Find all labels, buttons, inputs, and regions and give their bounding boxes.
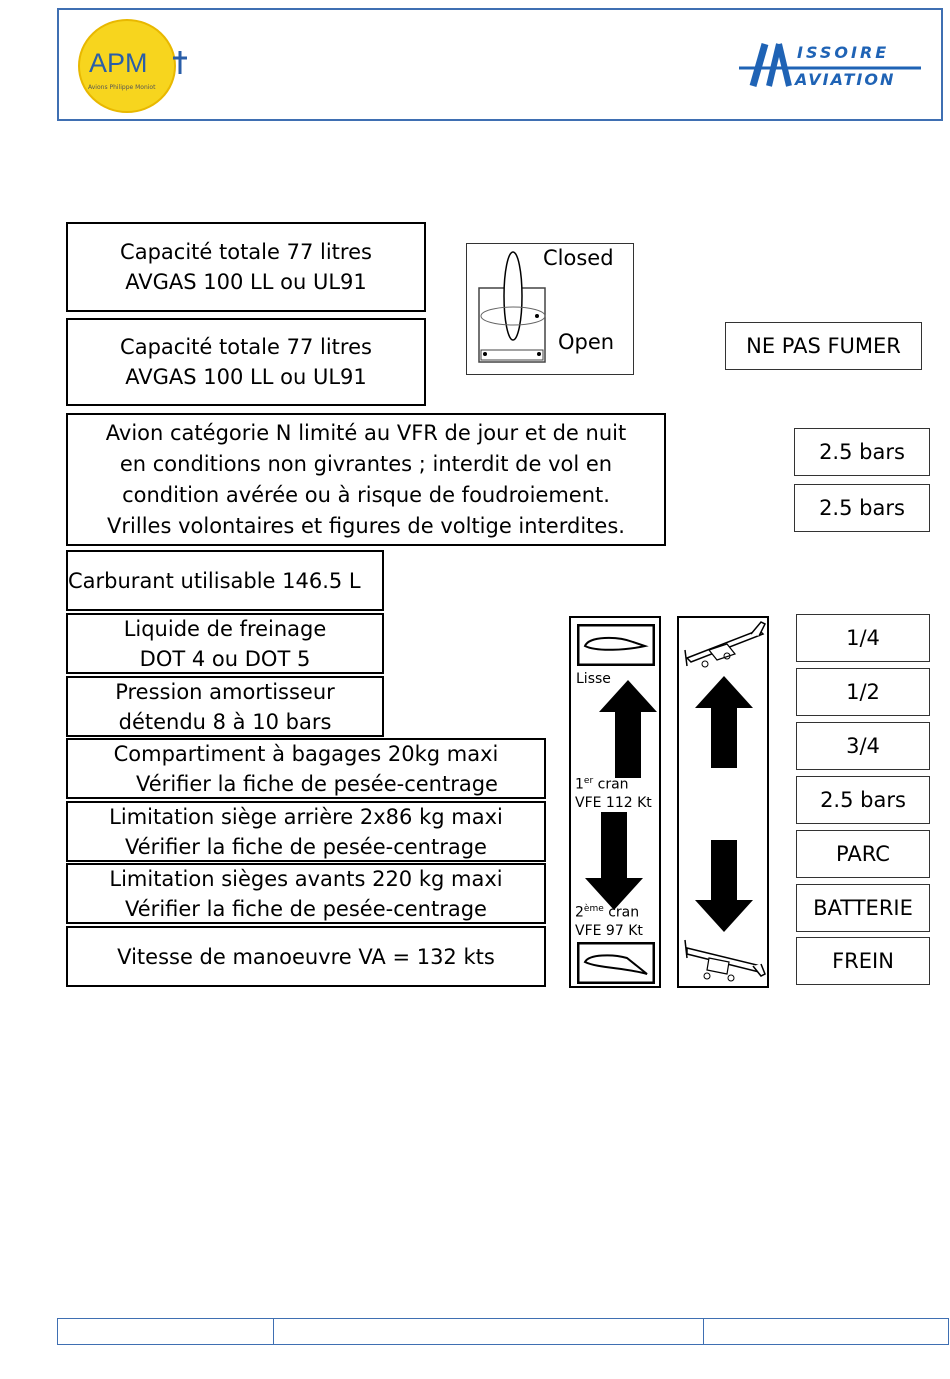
apm-logo-subtitle: Avions Philippe Moniot (88, 84, 156, 91)
flaps-second-notch-speed: VFE 97 Kt (575, 923, 643, 939)
placard-line: Compartiment à bagages 20kg maxi (113, 741, 499, 766)
label-one-half: 1/2 (796, 668, 930, 716)
placard-line: Vérifier la fiche de pesée-centrage (125, 834, 487, 859)
placard-line: condition avérée ou à risque de foudroiement. (122, 482, 610, 507)
placard-line: Capacité totale 77 litres (120, 335, 372, 359)
aviation-text: AVIATION (795, 70, 896, 89)
front-seats-placard (66, 863, 546, 924)
placard-line: Pression amortisseur (115, 679, 335, 704)
label-three-quarter: 3/4 (796, 722, 930, 770)
placard-line: Vérifier la fiche de pesée-centrage (136, 771, 498, 796)
issoire-text: ISSOIRE (797, 43, 890, 62)
placard-line: Vrilles volontaires et figures de voltige interdites. (107, 513, 625, 538)
issoire-aviation-logo (739, 38, 923, 94)
placard-line: AVGAS 100 LL ou UL91 (125, 365, 367, 389)
placard-line: Limitation sièges avants 220 kg maxi (109, 866, 503, 891)
placard-line: Vérifier la fiche de pesée-centrage (125, 896, 487, 921)
placard-line: en conditions non givrantes ; interdit de vol en (119, 451, 613, 476)
usable-fuel-placard: Carburant utilisable 146.5 L (66, 550, 384, 611)
category-placard (66, 413, 666, 546)
document-header (57, 8, 943, 121)
placard-line: AVGAS 100 LL ou UL91 (125, 270, 367, 294)
arrow-up-icon (599, 680, 657, 778)
flap-extended-icon (577, 942, 655, 984)
placard-line: DOT 4 ou DOT 5 (139, 646, 311, 671)
brake-fluid-placard (66, 613, 384, 674)
no-smoking-placard: NE PAS FUMER (725, 322, 922, 370)
rear-seat-placard (66, 801, 546, 862)
label-tire-pressure: 2.5 bars (796, 776, 930, 824)
label-batterie: BATTERIE (796, 884, 930, 932)
closed-label: Closed (543, 246, 614, 270)
shock-absorber-placard (66, 676, 384, 737)
placard-line: Capacité totale 77 litres (120, 240, 372, 264)
placard-line: Liquide de freinage (123, 616, 327, 641)
baggage-placard (66, 738, 546, 799)
flaps-first-notch-speed: VFE 112 Kt (575, 795, 652, 811)
maneuver-speed-placard: Vitesse de manoeuvre VA = 132 kts (66, 926, 546, 987)
flaps-second-notch-label: 2ème cran (575, 904, 640, 921)
label-one-quarter: 1/4 (796, 614, 930, 662)
flaps-lisse-label: Lisse (576, 671, 611, 687)
fuel-capacity-placard-1 (66, 222, 426, 312)
label-parc: PARC (796, 830, 930, 878)
flaps-placard (569, 616, 661, 988)
arrow-up-icon (695, 676, 753, 768)
footer-table (57, 1318, 949, 1345)
tire-pressure-label: 2.5 bars (794, 428, 930, 476)
label-frein: FREIN (796, 937, 930, 985)
footer-cell (58, 1319, 274, 1344)
apm-logo-text: APM (89, 48, 148, 78)
fuel-valve-placard (466, 243, 634, 375)
airplane-nose-up-icon (681, 620, 767, 668)
arrow-down-icon (585, 812, 643, 910)
airplane-nose-down-icon (681, 936, 767, 984)
apm-logo (77, 18, 201, 114)
flap-retracted-icon (577, 624, 655, 666)
arrow-down-icon (695, 840, 753, 932)
placard-line: détendu 8 à 10 bars (118, 709, 332, 734)
open-label: Open (558, 330, 615, 354)
footer-cell (273, 1319, 704, 1344)
fuel-capacity-placard-2 (66, 318, 426, 406)
trim-placard (677, 616, 769, 988)
flaps-first-notch-label: 1er cran (575, 776, 629, 793)
placard-line: Avion catégorie N limité au VFR de jour et de nuit (105, 420, 627, 445)
placard-line: Limitation siège arrière 2x86 kg maxi (109, 804, 503, 829)
tire-pressure-label: 2.5 bars (794, 484, 930, 532)
